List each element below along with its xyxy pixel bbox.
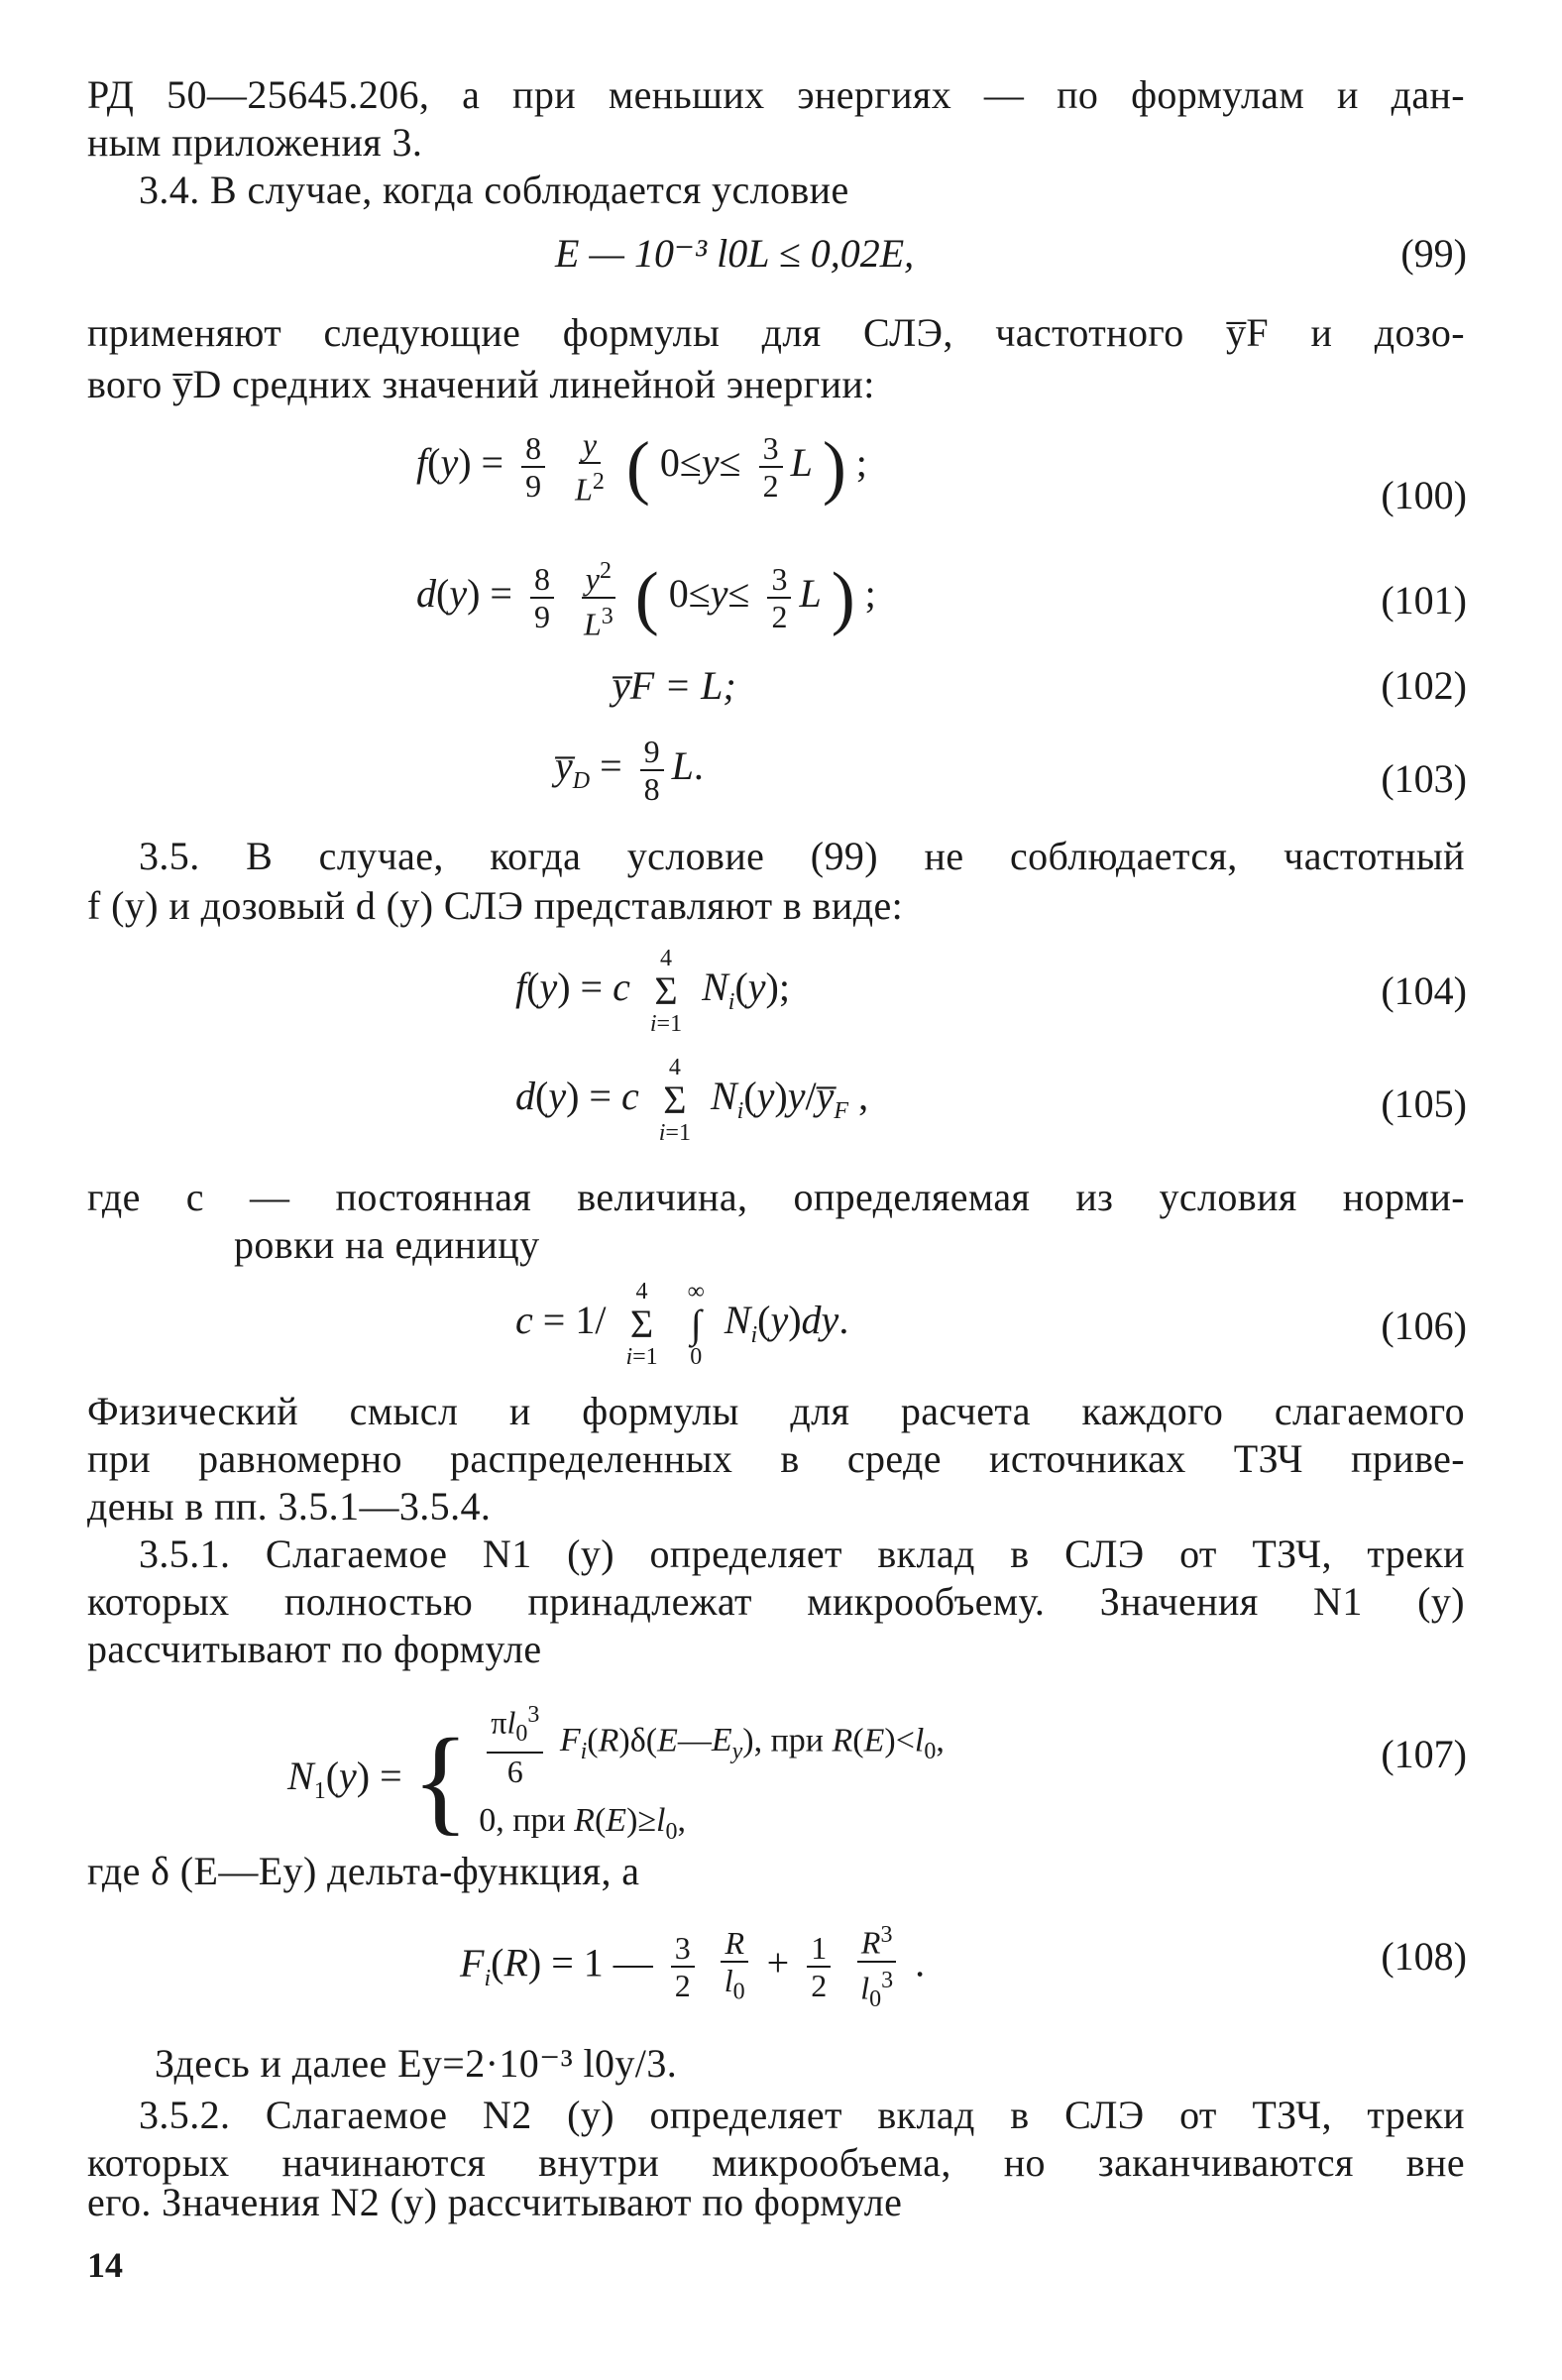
text-line: вого y̅D средних значений линейной энергии: [87,362,875,406]
equation-number: (102) [1381,663,1467,708]
equation-number: (106) [1381,1303,1467,1348]
section-heading: 3.4. В случае, когда соблюдается условие [139,168,849,212]
text-line: 3.5. В случае, когда условие (99) не соблюдается, частотный [139,834,1465,878]
text-line: которых полностью принадлежат микрообъему. Значения N1 (y) [87,1579,1465,1624]
equation-105: d(y) = c 4 Σ i=1 $N_i(y)y/y̅_F$ , [515,1055,869,1146]
equation-102: y̅F = L; [613,663,736,708]
equation-99: E — 10⁻³ l0L ≤ 0,02E, [555,231,915,276]
text-line: РД 50—25645.206, а при меньших энергиях — по формулам и дан- [87,72,1465,117]
equation-number: (99) [1400,231,1467,276]
equation-103: $y̅_D$ = $\frac{9}{8}$ L. [555,734,704,807]
text-line: применяют следующие формулы для СЛЭ, частотного y̅F и дозо- [87,310,1465,355]
page-number: 14 [87,2245,123,2285]
equation-106: c = 1/ 4 Σ i=1 ∞ ∫ 0 $N_i(y)dy$. [515,1279,849,1370]
equation-number: (107) [1381,1732,1467,1776]
text-line: дены в пп. 3.5.1—3.5.4. [87,1484,492,1529]
equation-number: (101) [1381,578,1467,623]
text-line: Физический смысл и формулы для расчета каждого слагаемого [87,1389,1465,1433]
equation-104: f(y) = c 4 Σ i=1 $N_i(y)$; [515,946,790,1037]
equation-100: f(y) = $\frac{8}{9}$ $\frac{y}{L^2}$ ( 0≤y≤ $\frac{3}{2}$ L ) ; [416,426,867,508]
equation-number: (104) [1381,968,1467,1013]
equation-101: d(y) = $\frac{8}{9}$ $\frac{y^2}{L^3}$ ( 0≤y≤ $\frac{3}{2}$ L ) ; [416,553,876,641]
equation-108: $F_i(R) = 1$ — $\frac{3}{2}$ $\frac{R}{l_0}$ + $\frac{1}{2}$ $\frac{R^3}{l_0^3}$ . [460,1917,925,2017]
text-line: где δ (E—Ey) дельта-функция, а [87,1849,640,1893]
equation-number: (103) [1381,756,1467,801]
equation-number: (100) [1381,473,1467,517]
equation-number: (108) [1381,1934,1467,1979]
text-line: его. Значения N2 (y) рассчитывают по формуле [87,2180,903,2224]
text-line: где c — постоянная величина, определяемая из условия норми- [87,1175,1465,1219]
text-line: 3.5.2. Слагаемое N2 (y) определяет вклад в СЛЭ от ТЗЧ, треки [139,2093,1465,2137]
text-line: рассчитывают по формуле [87,1627,542,1671]
text-line: ным приложения 3. [87,120,423,165]
text-line: которых начинаются внутри микрообъема, но заканчиваются вне [87,2140,1465,2185]
text-line: ровки на единицу [234,1222,540,1267]
equation-107: $N_1(y)$ = { $\frac{\pi l_0^3}{6}$ $F_i(R)\delta(E—E_y)$, при $R(E)<l_0$, 0, при $R(E)\ge l_0$, [287,1697,945,1864]
text-line: 3.5.1. Слагаемое N1 (y) определяет вклад в СЛЭ от ТЗЧ, треки [139,1531,1465,1576]
text-line: f (y) и дозовый d (y) СЛЭ представляют в виде: [87,883,904,928]
text-line: при равномерно распределенных в среде источниках ТЗЧ приве- [87,1436,1465,1481]
equation-number: (105) [1381,1081,1467,1126]
text-line: Здесь и далее Ey=2·10⁻³ l0y/3. [155,2041,678,2086]
